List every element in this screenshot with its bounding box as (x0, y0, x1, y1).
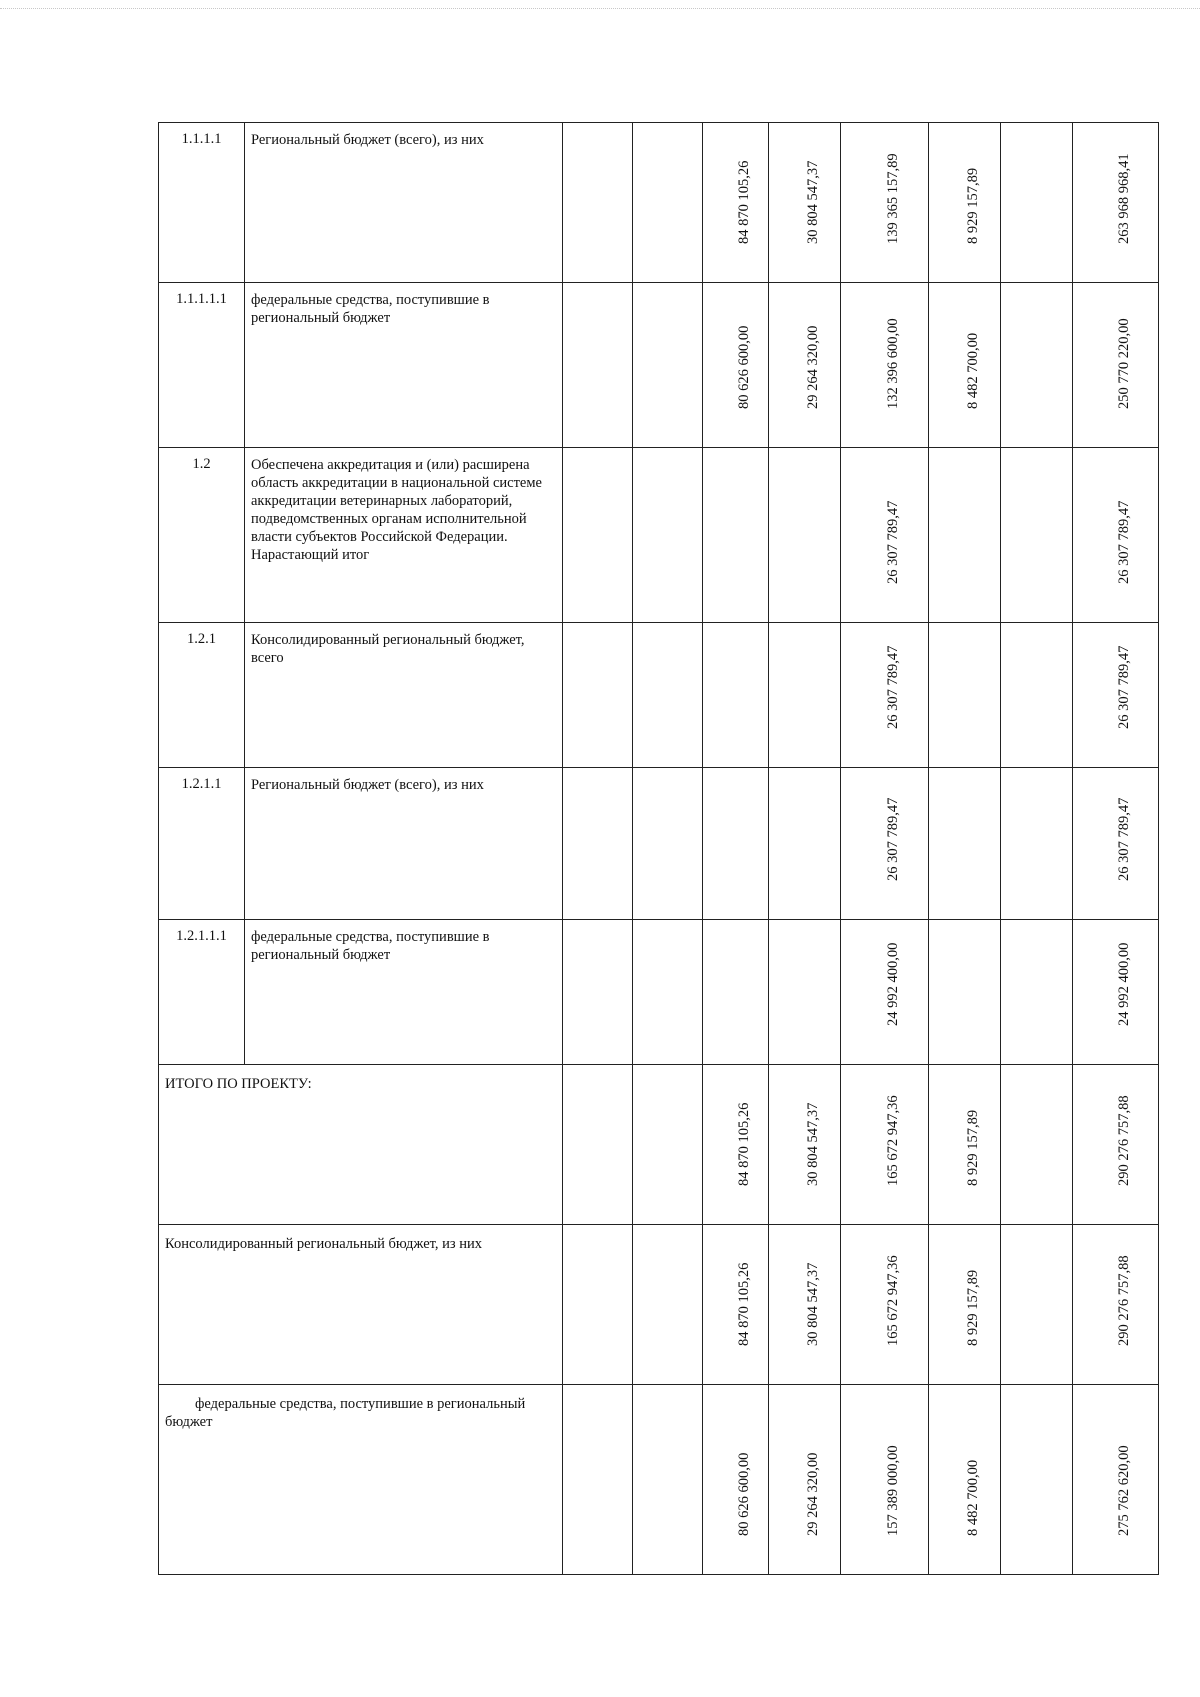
value-cell (633, 1065, 703, 1225)
value-cell (929, 283, 1001, 448)
value-cell (769, 448, 841, 623)
value-cell (703, 768, 769, 920)
value-cell (841, 1225, 929, 1385)
value-cell (703, 1065, 769, 1225)
cell-value: 8 482 700,00 (964, 332, 981, 409)
cell-value: 165 672 947,36 (884, 1095, 901, 1186)
value-cell (1073, 623, 1159, 768)
value-cell (769, 283, 841, 448)
row-name: Обеспечена аккредитация и (или) расширена область аккредитации в национальной системе аккредитации ветеринарных лабораторий, подведомственных органам исполнительной власти субъектов Российской Федерации. Нарастающий итог (245, 448, 563, 623)
value-cell (563, 623, 633, 768)
value-cell (1073, 1065, 1159, 1225)
value-cell (929, 1385, 1001, 1575)
cell-value: 26 307 789,47 (884, 500, 901, 584)
value-cell (841, 920, 929, 1065)
cell-value: 165 672 947,36 (884, 1255, 901, 1346)
value-cell (703, 283, 769, 448)
table-row (159, 623, 1159, 768)
cell-value: 26 307 789,47 (1115, 500, 1132, 584)
cell-value: 30 804 547,37 (804, 1102, 821, 1186)
value-cell (1073, 1385, 1159, 1575)
cell-value: 30 804 547,37 (804, 1262, 821, 1346)
value-cell (1073, 123, 1159, 283)
value-cell (563, 1225, 633, 1385)
value-cell (563, 448, 633, 623)
value-cell (633, 768, 703, 920)
row-code: 1.1.1.1 (159, 123, 245, 283)
value-cell (769, 1065, 841, 1225)
value-cell (703, 448, 769, 623)
value-cell (769, 623, 841, 768)
cell-value: 263 968 968,41 (1115, 153, 1132, 244)
value-cell (769, 123, 841, 283)
value-cell (1001, 1225, 1073, 1385)
total-row (159, 1225, 1159, 1385)
row-name: Консолидированный региональный бюджет, всего (245, 623, 563, 768)
cell-value: 84 870 105,26 (735, 160, 752, 244)
value-cell (1001, 768, 1073, 920)
total-row (159, 1065, 1159, 1225)
cell-value: 24 992 400,00 (884, 942, 901, 1026)
row-name: федеральные средства, поступившие в региональный бюджет (245, 920, 563, 1065)
cell-value: 26 307 789,47 (1115, 797, 1132, 881)
value-cell (563, 1065, 633, 1225)
value-cell (1073, 1225, 1159, 1385)
value-cell (769, 1385, 841, 1575)
value-cell (633, 920, 703, 1065)
value-cell (841, 623, 929, 768)
value-cell (633, 1225, 703, 1385)
value-cell (633, 283, 703, 448)
value-cell (929, 623, 1001, 768)
value-cell (1001, 283, 1073, 448)
cell-value: 26 307 789,47 (884, 797, 901, 881)
cell-value: 80 626 600,00 (735, 1452, 752, 1536)
table-row (159, 448, 1159, 623)
cell-value: 84 870 105,26 (735, 1102, 752, 1186)
row-name: Региональный бюджет (всего), из них (245, 123, 563, 283)
value-cell (769, 920, 841, 1065)
row-code: 1.2.1.1 (159, 768, 245, 920)
value-cell (929, 448, 1001, 623)
value-cell (1001, 623, 1073, 768)
value-cell (769, 1225, 841, 1385)
cell-value: 8 929 157,89 (964, 1109, 981, 1186)
value-cell (929, 1065, 1001, 1225)
value-cell (1001, 1385, 1073, 1575)
value-cell (1001, 920, 1073, 1065)
value-cell (703, 1225, 769, 1385)
value-cell (1001, 448, 1073, 623)
cell-value: 8 929 157,89 (964, 1269, 981, 1346)
row-code: 1.2 (159, 448, 245, 623)
value-cell (633, 623, 703, 768)
value-cell (703, 123, 769, 283)
value-cell (841, 1385, 929, 1575)
cell-value: 290 276 757,88 (1115, 1095, 1132, 1186)
cell-value: 139 365 157,89 (884, 153, 901, 244)
cell-value: 157 389 000,00 (884, 1445, 901, 1536)
cell-value: 132 396 600,00 (884, 318, 901, 409)
row-name: Региональный бюджет (всего), из них (245, 768, 563, 920)
cell-value: 250 770 220,00 (1115, 318, 1132, 409)
value-cell (1073, 920, 1159, 1065)
cell-value: 29 264 320,00 (804, 325, 821, 409)
table-row (159, 768, 1159, 920)
row-name: федеральные средства, поступившие в региональный бюджет (245, 283, 563, 448)
cell-value: 8 482 700,00 (964, 1459, 981, 1536)
value-cell (563, 123, 633, 283)
budget-table (158, 122, 1159, 1575)
value-cell (633, 1385, 703, 1575)
value-cell (563, 920, 633, 1065)
value-cell (1073, 283, 1159, 448)
cell-value: 26 307 789,47 (884, 645, 901, 729)
value-cell (841, 768, 929, 920)
value-cell (929, 768, 1001, 920)
value-cell (563, 1385, 633, 1575)
total-row (159, 1385, 1159, 1575)
scan-edge-artifact (0, 8, 1200, 9)
value-cell (563, 283, 633, 448)
cell-value: 24 992 400,00 (1115, 942, 1132, 1026)
value-cell (1073, 768, 1159, 920)
value-cell (633, 448, 703, 623)
value-cell (633, 123, 703, 283)
row-code: 1.1.1.1.1 (159, 283, 245, 448)
value-cell (563, 768, 633, 920)
value-cell (1073, 448, 1159, 623)
row-code: 1.2.1.1.1 (159, 920, 245, 1065)
value-cell (1001, 123, 1073, 283)
cell-value: 30 804 547,37 (804, 160, 821, 244)
table-row (159, 283, 1159, 448)
value-cell (769, 768, 841, 920)
cell-value: 84 870 105,26 (735, 1262, 752, 1346)
row-code: 1.2.1 (159, 623, 245, 768)
table-row (159, 123, 1159, 283)
value-cell (1001, 1065, 1073, 1225)
value-cell (841, 1065, 929, 1225)
total-label: федеральные средства, поступившие в региональный бюджет (159, 1385, 563, 1575)
value-cell (841, 283, 929, 448)
cell-value: 290 276 757,88 (1115, 1255, 1132, 1346)
cell-value: 29 264 320,00 (804, 1452, 821, 1536)
cell-value: 275 762 620,00 (1115, 1445, 1132, 1536)
cell-value: 80 626 600,00 (735, 325, 752, 409)
cell-value: 26 307 789,47 (1115, 645, 1132, 729)
value-cell (841, 448, 929, 623)
total-label: ИТОГО ПО ПРОЕКТУ: (159, 1065, 563, 1225)
value-cell (929, 920, 1001, 1065)
table-row (159, 920, 1159, 1065)
value-cell (703, 623, 769, 768)
value-cell (703, 920, 769, 1065)
value-cell (929, 1225, 1001, 1385)
value-cell (841, 123, 929, 283)
value-cell (929, 123, 1001, 283)
cell-value: 8 929 157,89 (964, 167, 981, 244)
total-label: Консолидированный региональный бюджет, из них (159, 1225, 563, 1385)
value-cell (703, 1385, 769, 1575)
